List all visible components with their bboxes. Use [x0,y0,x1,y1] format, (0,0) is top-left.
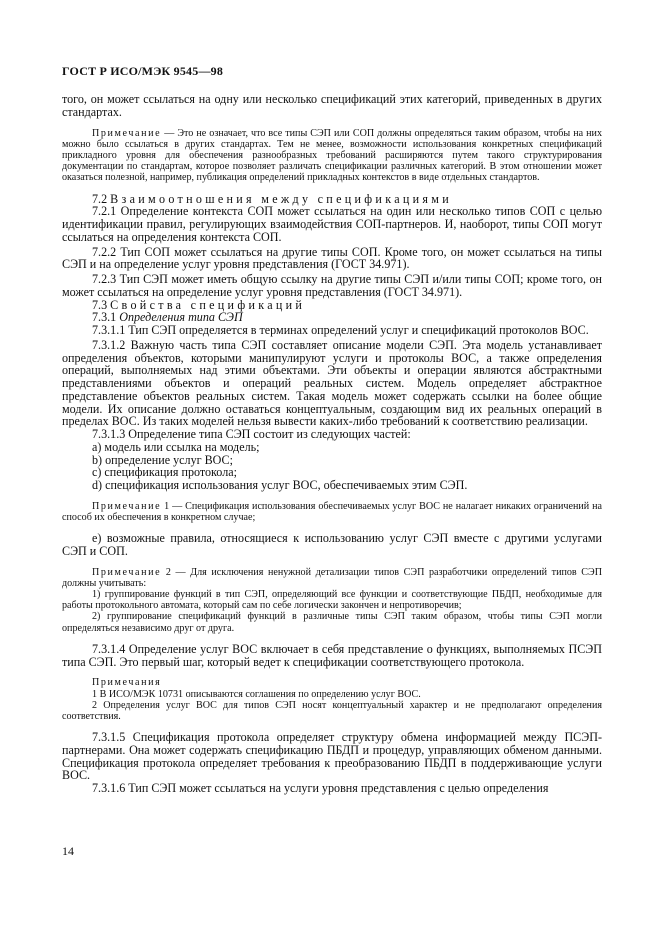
section-title: Взаимоотношения между спецификациями [110,191,452,206]
note-paragraph [62,567,602,589]
body-paragraph: того, он может ссылаться на одну или несколько спецификаций этих категорий, приведенных в других стандартах. [62,92,602,119]
body-paragraph: 7.3.1.5 Спецификация протокола определяет структуру обмена информацией между ПСЭП-партнерами. Она может содержать спецификацию ПБДП и процедур, управляющих обменом данными. Спецификация протокола определяет требования к преобразованию ПБДП в поддерживающие услуги ВОС. [62,730,602,783]
body-paragraph: d) спецификация использования услуг ВОС, обеспечиваемых этим СЭП. [92,478,468,493]
spacer [62,119,602,128]
note-item: 1 В ИСО/МЭК 10731 описываются соглашения по определению услуг ВОС. [92,688,421,700]
note-label: Примечание [92,127,162,139]
spacer [62,558,602,567]
body-paragraph: 7.3.1.2 Важную часть типа СЭП составляет описание модели СЭП. Эта модель устанавливает определения объектов, которыми манипулируют услуги и протоколы ВОС, а также определения операций, выполняемых над этими объектами. Эти объекты и операции являются абстрактными представлениями объектов и операций реальных систем. Модель определяет абстрактное представление объектов реальных систем. Такая модель может содержать ссылки на более общие модели. Их описание должно оставаться концептуальным, создающим вид их реальных операций в пределах ВОС. Из таких моделей нельзя вывести каких-либо требований к соответствию реализации. [62,337,602,429]
spacer [62,668,602,677]
note-text: 1 — Спецификация использования обеспечиваемых услуг ВОС не налагает никаких ограничений на способ их обеспечения в конкретном случае; [62,500,602,523]
spacer [62,492,602,501]
section-number: 7.3.1 [92,310,117,325]
body-paragraph: 7.3.1.3 Определение типа СЭП состоит из следующих частей: [92,427,411,442]
note-item: 2 Определения услуг ВОС для типов СЭП носят концептуальный характер и не предполагают определения соответствия. [62,699,602,722]
body-paragraph: e) возможные правила, относящиеся к использованию услуг СЭП вместе с другими услугами СЭП и СОП. [62,531,602,558]
page-number: 14 [62,844,74,858]
body-paragraph: b) определение услуг ВОС; [92,452,233,467]
note-paragraph [62,128,602,184]
body-paragraph: 7.3.1.6 Тип СЭП может ссылаться на услуги уровня представления с целью определения [92,781,549,796]
page-content [62,93,602,795]
notes-title: Примечания [92,677,162,689]
note-text: 2 — Для исключения ненужной детализации типов СЭП разработчики определений типов СЭП должны учитывать: [62,566,602,589]
note-item: 2) группирование спецификаций функций в различные типы СЭП таким образом, чтобы типы СЭП могли определяться независимо друг от друга. [62,611,602,634]
note-paragraph [62,501,602,523]
note-label: Примечание [92,566,162,578]
note-item: 1) группирование функций в тип СЭП, определяющий все функции и соответствующие ПБДП, необходимые для работы протокольного автомата, который сам по себе логически закончен и непротиворечив; [62,589,602,612]
body-paragraph: 7.3.1.4 Определение услуг ВОС включает в себя представление о функциях, выполняемых ПСЭП типа СЭП. Это первый шаг, который ведет к спецификации соответствующего протокола. [62,641,602,669]
body-paragraph: 7.2.1 Определение контекста СОП может ссылаться на один или несколько типов СОП с целью идентификации правил, регулирующих взаимодействия СОП-партнеров. И, наоборот, типы СОП могут ссылаться на определения контекста СОП. [62,204,602,244]
body-paragraph: 7.3.1.1 Тип СЭП определяется в терминах определений услуг и спецификаций протоколов ВОС. [92,323,589,338]
section-number: 7.2 [92,191,108,206]
body-paragraph: 7.2.3 Тип СЭП может иметь общую ссылку на другие типы СЭП и/или типы СОП; кроме того, он может ссылаться на определение услуг уровня представления (ГОСТ 34.971). [62,272,602,299]
section-title: Определения типа СЭП [119,310,243,325]
body-paragraph: 7.2.2 Тип СОП может ссылаться на другие типы СОП. Кроме того, он может ссылаться на типы СЭП и на определение услуг уровня представления (ГОСТ 34.971). [62,244,602,272]
note-label: Примечание [92,500,162,512]
body-paragraph: a) модель или ссылка на модель; [92,439,260,454]
running-header: ГОСТ Р ИСО/МЭК 9545—98 [62,64,224,78]
section-title: Свойства спецификаций [110,297,306,312]
section-number: 7.3 [92,297,108,312]
body-paragraph: c) спецификация протокола; [92,465,237,480]
note-text: — Это не означает, что все типы СЭП или СОП должны определяться таким образом, чтобы на них можно было ссылаться в других стандартах. Тем не менее, возможности использования конкретных спецификаций прикладного уровня для обеспечения разнообразных требований расширяются путем такого структурирования документации по стандартам, которое позволяет различать спецификации различных категорий. В этом отношении может оказаться полезной, например, публикация определений прикладных контекстов в виде отдельных стандартов. [62,127,602,184]
